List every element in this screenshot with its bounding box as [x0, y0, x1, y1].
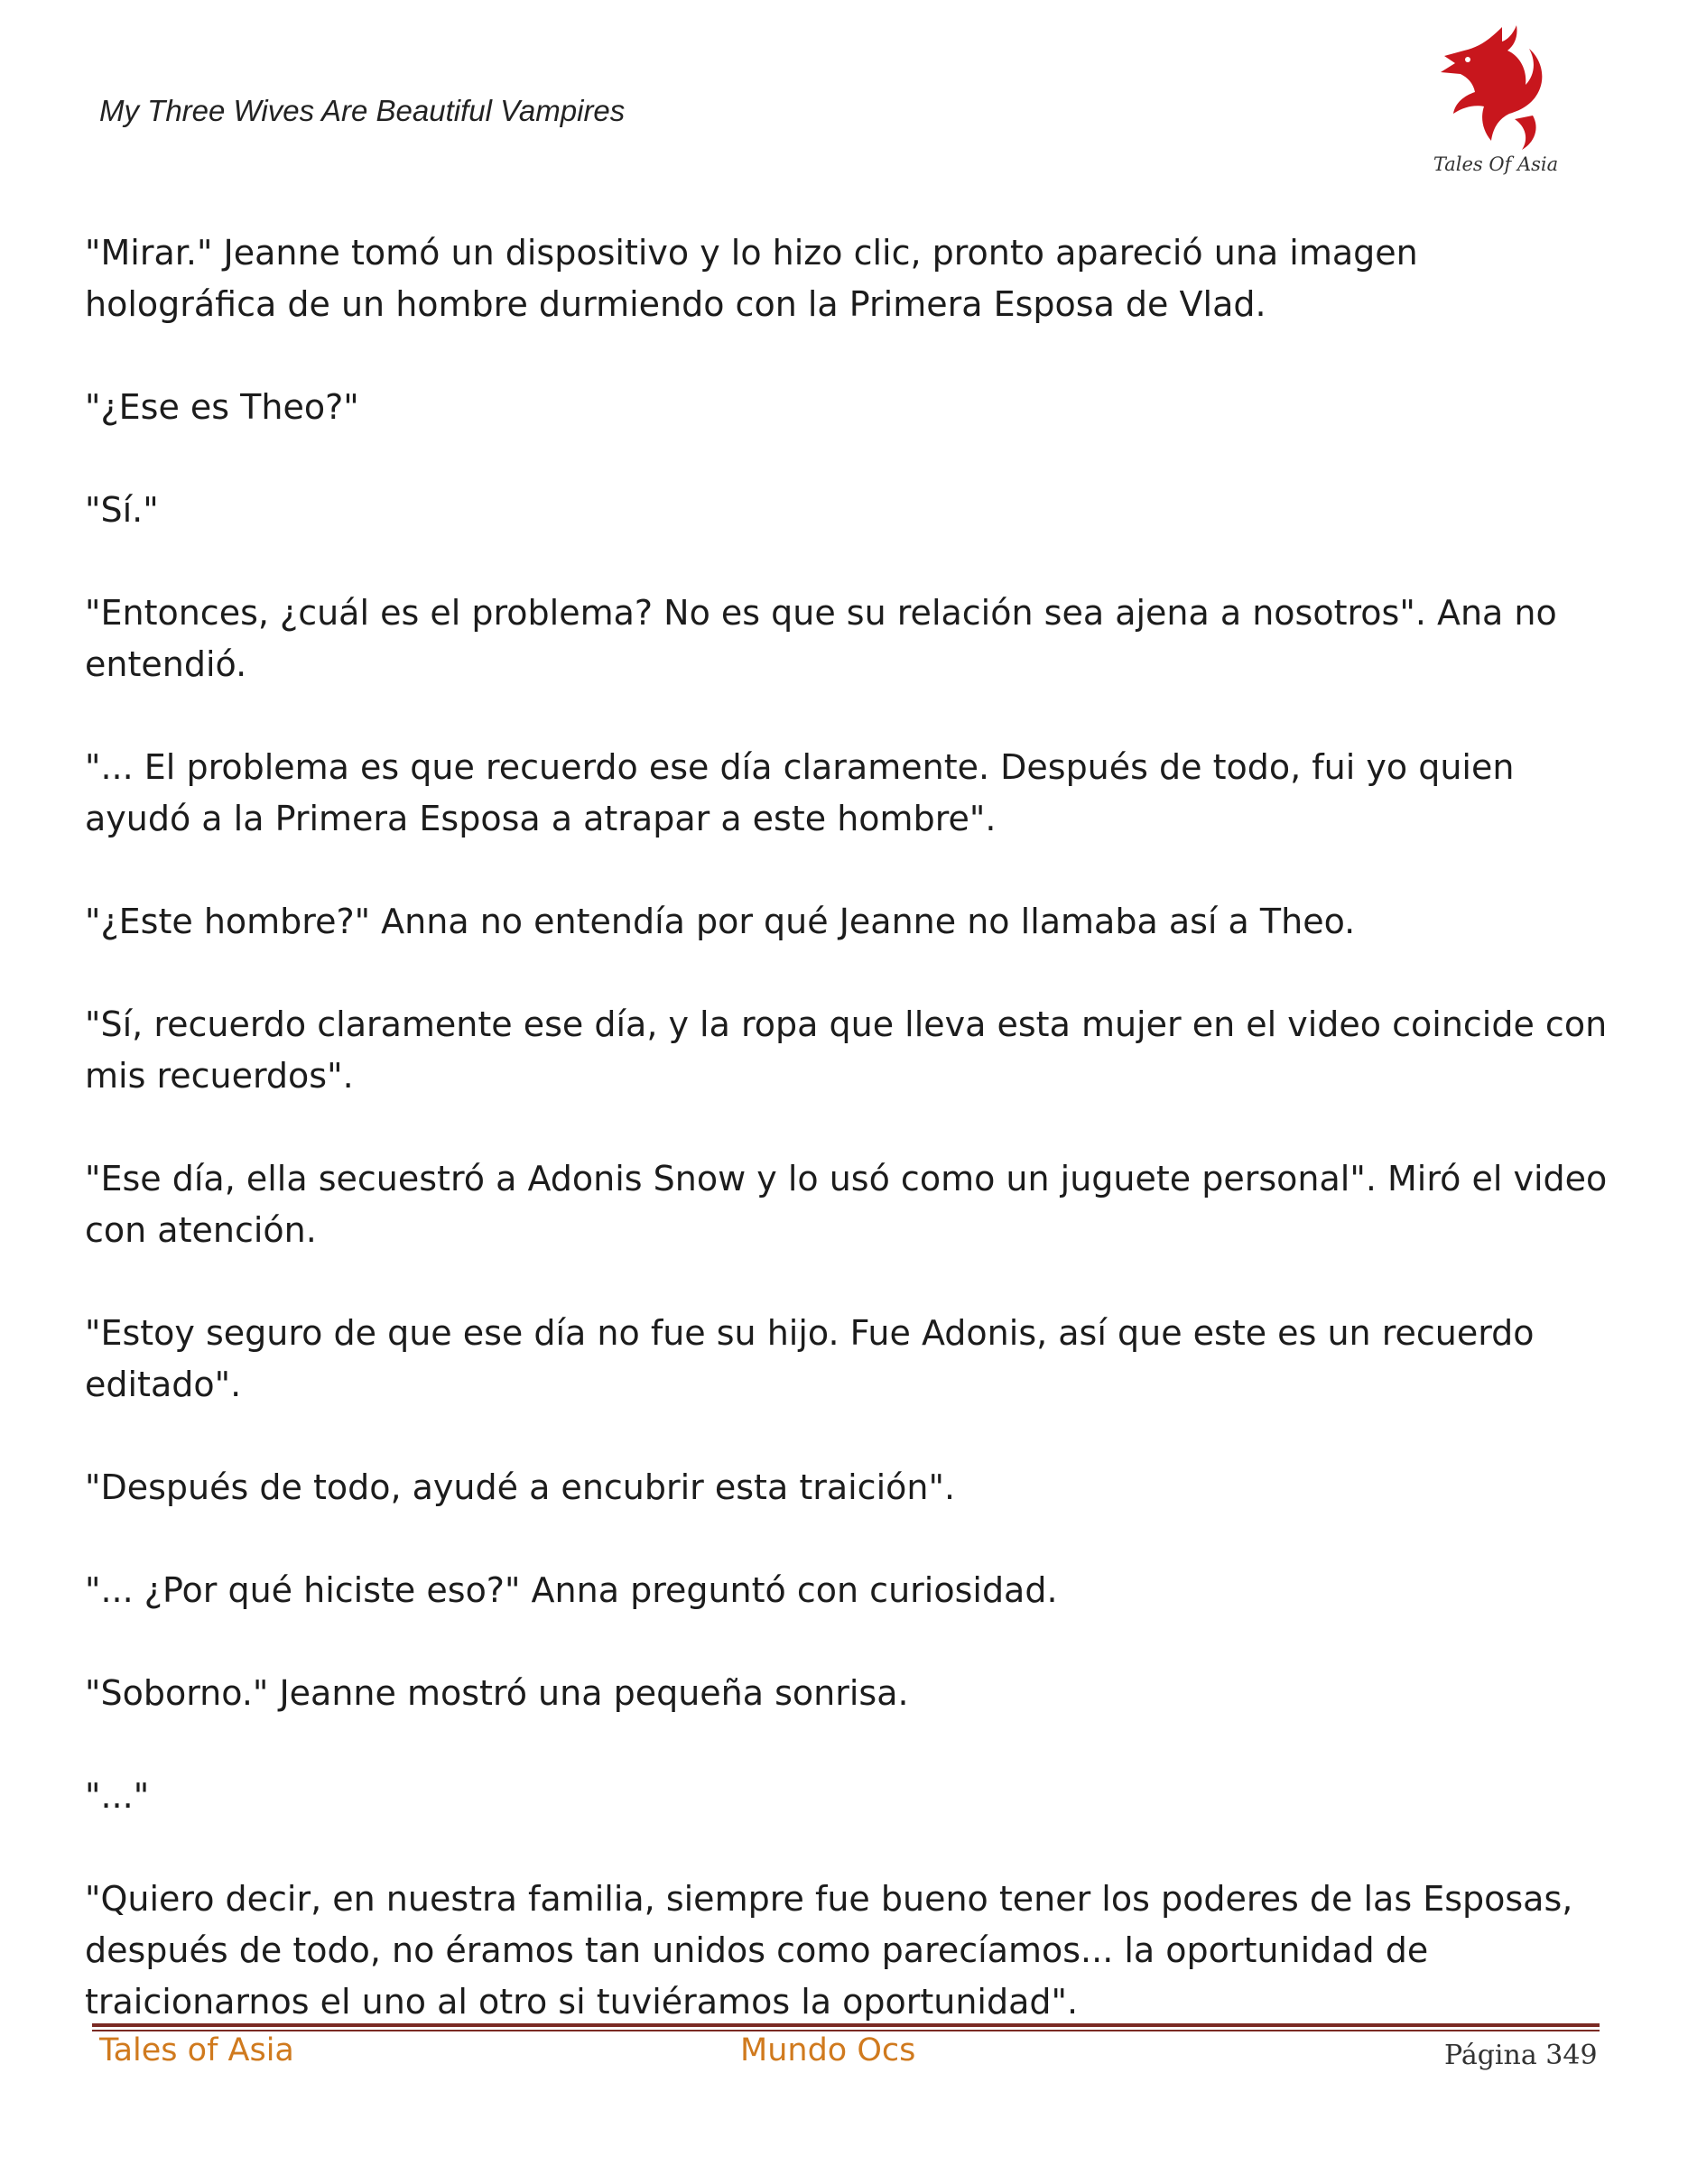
paragraph: "Quiero decir, en nuestra familia, siempre fue bueno tener los poderes de las Esposas, después de todo, no éramos tan unidos como parecíamos... la oportunidad de traicionarnos el uno al otro si tuviéramos la oportunidad".: [85, 1879, 1573, 2022]
paragraph: "Soborno." Jeanne mostró una pequeña sonrisa.: [85, 1673, 909, 1713]
page-number: Página 349: [1444, 2040, 1598, 2071]
paragraph: "...": [85, 1776, 150, 1816]
paragraph: "Sí.": [85, 490, 159, 530]
paragraph: "Ese día, ella secuestró a Adonis Snow y lo usó como un juguete personal". Miró el video con atención.: [85, 1159, 1608, 1250]
paragraph: "Estoy seguro de que ese día no fue su hijo. Fue Adonis, así que este es un recuerdo editado".: [85, 1313, 1535, 1404]
chapter-body: [85, 227, 1619, 2079]
paragraph: "Entonces, ¿cuál es el problema? No es que su relación sea ajena a nosotros". Ana no entendió.: [85, 593, 1557, 684]
paragraph: "Mirar." Jeanne tomó un dispositivo y lo hizo clic, pronto apareció una imagen holográfica de un hombre durmiendo con la Primera Esposa de Vlad.: [85, 233, 1418, 324]
paragraph: "... ¿Por qué hiciste eso?" Anna preguntó con curiosidad.: [85, 1570, 1058, 1610]
footer-site-name: Tales of Asia: [99, 2032, 294, 2068]
footer-section-name: Mundo Ocs: [740, 2032, 916, 2068]
book-title: My Three Wives Are Beautiful Vampires: [99, 94, 626, 127]
logo-text: Tales Of Asia: [1433, 153, 1559, 175]
paragraph: "... El problema es que recuerdo ese día claramente. Después de todo, fui yo quien ayudó a la Primera Esposa a atrapar a este hombre".: [85, 747, 1515, 838]
tales-of-asia-logo: [1428, 20, 1563, 182]
paragraph: "Después de todo, ayudé a encubrir esta traición".: [85, 1467, 956, 1507]
paragraph: "¿Ese es Theo?": [85, 387, 359, 427]
paragraph: "¿Este hombre?" Anna no entendía por qué Jeanne no llamaba así a Theo.: [85, 902, 1356, 941]
red-dragon-icon: [1428, 20, 1563, 155]
paragraph: "Sí, recuerdo claramente ese día, y la ropa que lleva esta mujer en el video coincide con mis recuerdos".: [85, 1004, 1608, 1096]
footer-divider: [92, 2023, 1600, 2032]
